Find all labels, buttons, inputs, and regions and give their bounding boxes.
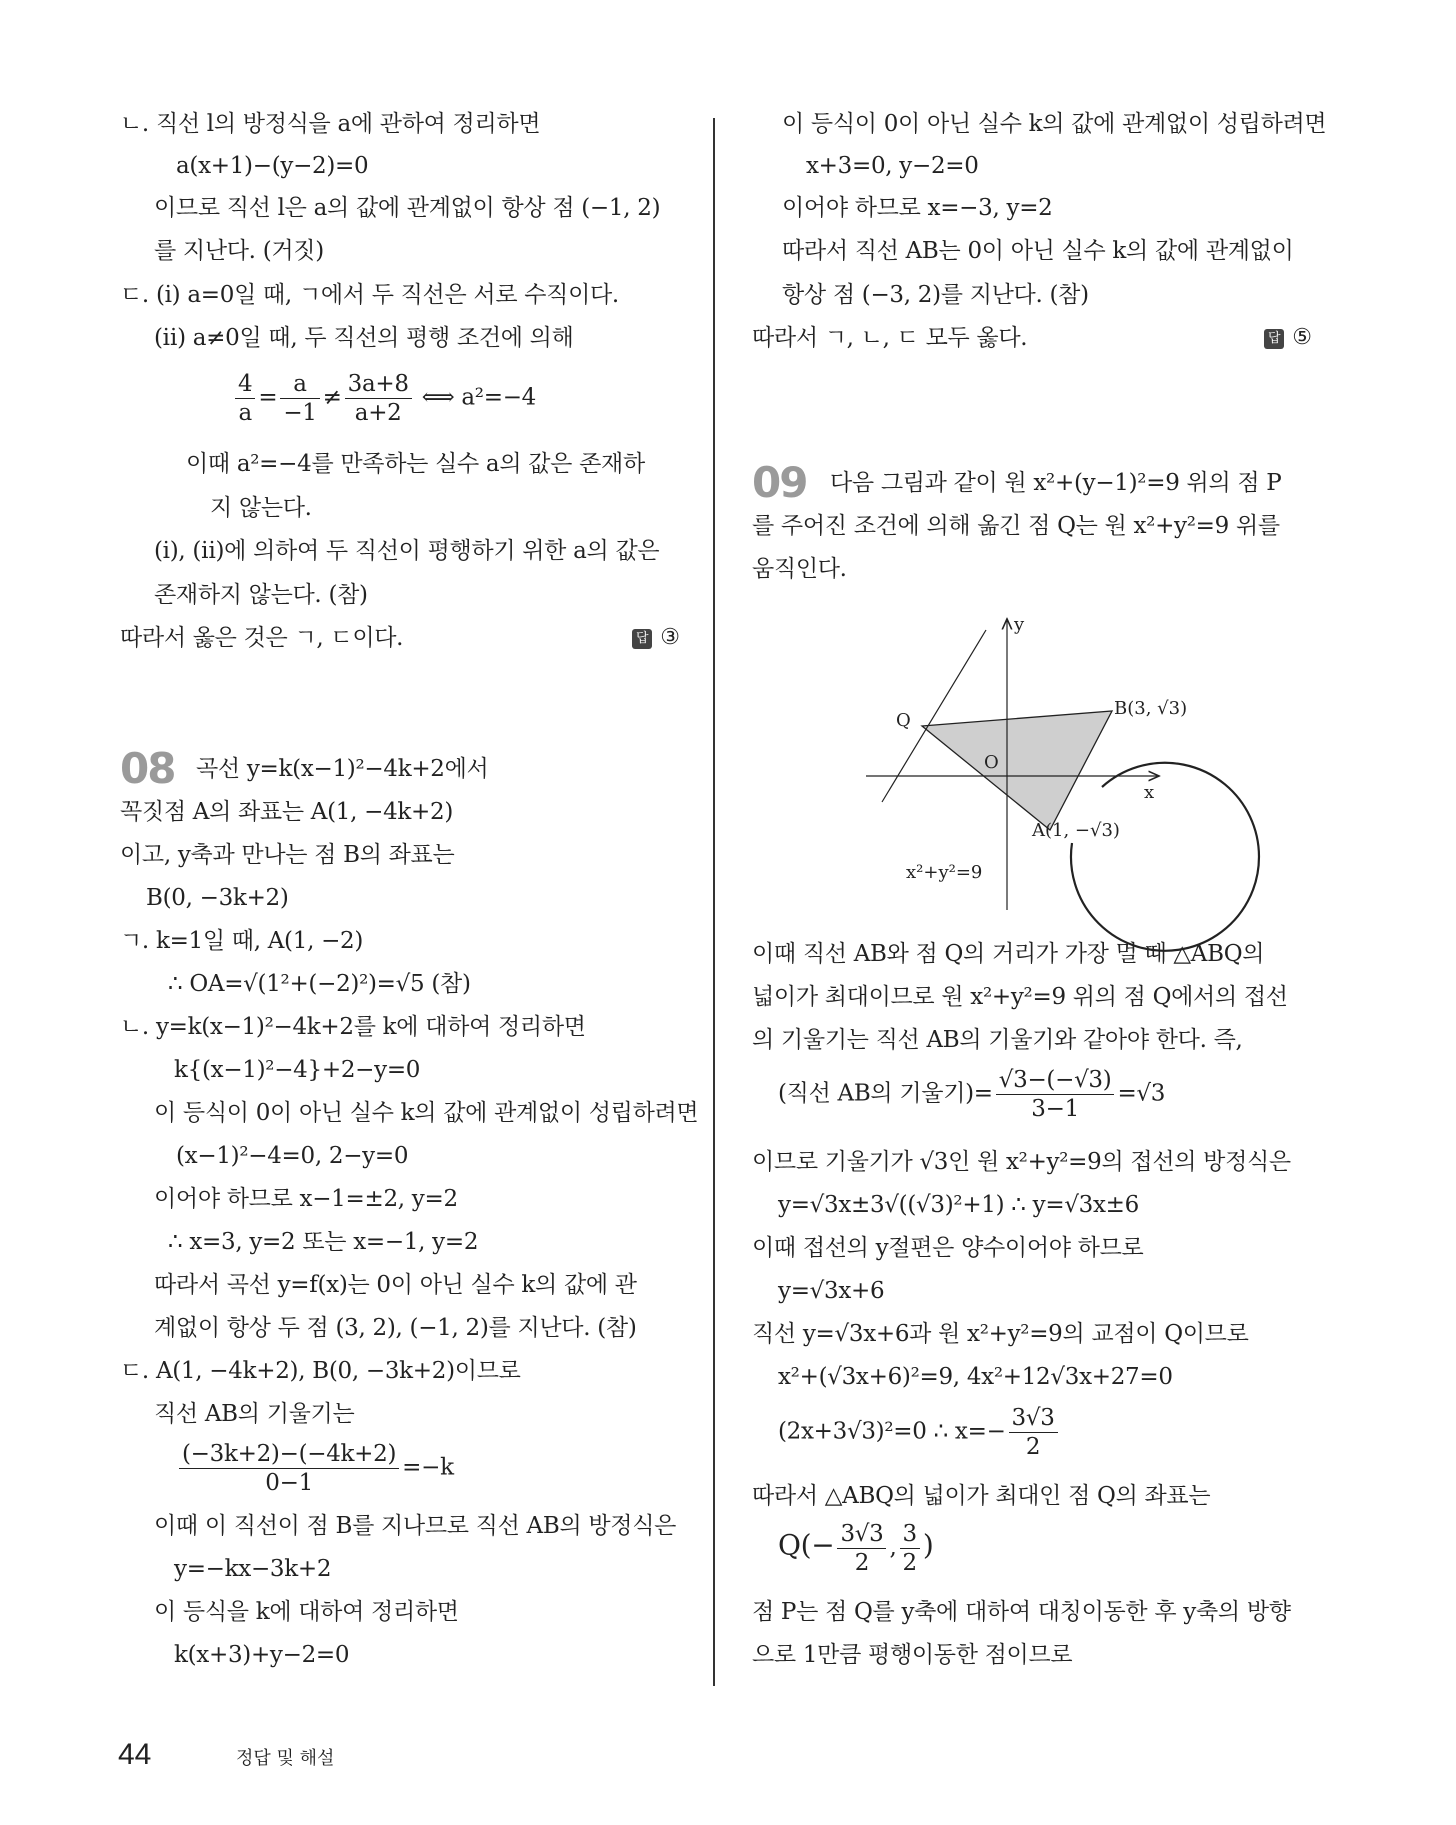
text-line: 움직인다. [752, 556, 847, 582]
equation-line: x+3=0, y−2=0 [806, 153, 979, 179]
fraction: $\frac{3√3}{2}$ [1009, 1404, 1058, 1461]
text-line: ㄴ. 직선 l의 방정식을 a에 관하여 정리하면 [120, 111, 541, 137]
fraction: $\frac{3a+8}{a+2}$ [345, 370, 412, 427]
text-line: ㄷ. A(1, −4k+2), B(0, −3k+2)이므로 [120, 1358, 521, 1384]
fraction: $\frac{4}{a}$ [235, 370, 255, 427]
point-a-label: A(1, −√3) [1032, 820, 1120, 841]
q-coordinate-equation: Q(− $\frac{3√3}{2}$ , $\frac{3}{2}$ ) [778, 1521, 934, 1576]
point-b-label: B(3, √3) [1114, 698, 1188, 719]
text-line: 지 않는다. [210, 495, 312, 521]
text-line: ㄷ. (ⅰ) a=0일 때, ㄱ에서 두 직선은 서로 수직이다. [120, 282, 619, 308]
answer-indicator [1264, 322, 1312, 354]
equation-line: ∴ OA=√(1²+(−2)²)=√5 (참) [168, 971, 471, 997]
equation-line: k{(x−1)²−4}+2−y=0 [174, 1057, 421, 1083]
text-line: 이 등식을 k에 대하여 정리하면 [154, 1599, 459, 1625]
text-line: 점 P는 점 Q를 y축에 대하여 대칭이동한 후 y축의 방향 [752, 1599, 1291, 1625]
equation-line: ∴ x=3, y=2 또는 x=−1, y=2 [168, 1229, 479, 1255]
footer-title: 정답 및 해설 [236, 1748, 335, 1769]
equation-line: a(x+1)−(y−2)=0 [176, 153, 369, 179]
slope-equation: $\frac{(-3k+2)-(-4k+2)}{0-1}$ =−k [176, 1440, 454, 1497]
equation-line: x²+(√3x+6)²=9, 4x²+12√3x+27=0 [778, 1364, 1173, 1390]
text-line: 항상 점 (−3, 2)를 지난다. (참) [782, 282, 1089, 308]
parallel-condition-equation: $\frac{4}{a}$ = $\frac{a}{-1}$ ≠ $\frac{3a+8}{a+2}$ ⟺ a²=−4 [232, 370, 536, 427]
text-line: 를 주어진 조건에 의해 옮긴 점 Q는 원 x²+y²=9 위를 [752, 513, 1280, 539]
text-line: 곡선 y=k(x−1)²−4k+2에서 [196, 756, 489, 782]
text-line: 의 기울기는 직선 AB의 기울기와 같아야 한다. 즉, [752, 1027, 1243, 1053]
text-line: 이어야 하므로 x−1=±2, y=2 [154, 1186, 458, 1212]
text-line: 이때 이 직선이 점 B를 지나므로 직선 AB의 방정식은 [154, 1513, 677, 1539]
text-line: 이고, y축과 만나는 점 B의 좌표는 [120, 842, 455, 868]
text-line: 이어야 하므로 x=−3, y=2 [782, 195, 1053, 221]
column-divider [713, 118, 715, 1686]
circle [1071, 763, 1259, 951]
text-line: 이때 a²=−4를 만족하는 실수 a의 값은 존재하 [186, 451, 645, 477]
circle-label: x²+y²=9 [906, 862, 983, 883]
equation-line: y=−kx−3k+2 [174, 1556, 332, 1582]
text-line: 존재하지 않는다. (참) [154, 582, 368, 608]
point-q-label: Q [896, 710, 911, 731]
equation-line: B(0, −3k+2) [146, 885, 289, 911]
answer-mark-icon: 답 [632, 629, 652, 649]
fraction: $\frac{√3-(-√3)}{3-1}$ [996, 1066, 1115, 1123]
fraction: $\frac{3√3}{2}$ [837, 1520, 886, 1577]
text-line: 따라서 곡선 y=f(x)는 0이 아닌 실수 k의 값에 관 [154, 1272, 637, 1298]
y-axis-label: y [1014, 614, 1025, 635]
answer-mark-icon: 답 [1264, 329, 1284, 349]
text-line: (ⅰ), (ⅱ)에 의하여 두 직선이 평행하기 위한 a의 값은 [154, 538, 660, 564]
text-line: 이때 접선의 y절편은 양수이어야 하므로 [752, 1235, 1144, 1261]
text-line: 따라서 △ABQ의 넓이가 최대인 점 Q의 좌표는 [752, 1483, 1211, 1509]
fraction: $\frac{a}{-1}$ [280, 370, 319, 427]
text-line: 넓이가 최대이므로 원 x²+y²=9 위의 점 Q에서의 접선 [752, 984, 1288, 1010]
problem-number: 09 [752, 458, 807, 507]
text-line: 를 지난다. (거짓) [154, 238, 324, 264]
x-axis-label: x [1144, 782, 1155, 803]
problem-number: 08 [120, 744, 175, 793]
text-line: 따라서 직선 AB는 0이 아닌 실수 k의 값에 관계없이 [782, 238, 1294, 264]
text-line: 다음 그림과 같이 원 x²+(y−1)²=9 위의 점 P [830, 470, 1282, 496]
equation-line: (x−1)²−4=0, 2−y=0 [176, 1143, 409, 1169]
answer-value: ⑤ [1292, 325, 1312, 350]
triangle-abq [922, 711, 1112, 830]
text-line: 이므로 기울기가 √3인 원 x²+y²=9의 접선의 방정식은 [752, 1149, 1291, 1175]
x-solution-equation: (2x+3√3)²=0 ∴ x=− $\frac{3√3}{2}$ [778, 1404, 1061, 1461]
origin-label: O [984, 752, 999, 773]
equation-line: k(x+3)+y−2=0 [174, 1642, 350, 1668]
fraction: $\frac{3}{2}$ [900, 1520, 920, 1577]
text-line: 직선 y=√3x+6과 원 x²+y²=9의 교점이 Q이므로 [752, 1321, 1249, 1347]
text-line: 꼭짓점 A의 좌표는 A(1, −4k+2) [120, 799, 454, 825]
answer-indicator [632, 622, 680, 654]
text-line: 따라서 옳은 것은 ㄱ, ㄷ이다. [120, 625, 404, 651]
page-number: 44 [118, 1738, 152, 1771]
text-line: ㄴ. y=k(x−1)²−4k+2를 k에 대하여 정리하면 [120, 1014, 586, 1040]
text-line: 직선 AB의 기울기는 [154, 1401, 355, 1427]
text-line: 이 등식이 0이 아닌 실수 k의 값에 관계없이 성립하려면 [782, 111, 1327, 137]
fraction: $\frac{(-3k+2)-(-4k+2)}{0-1}$ [179, 1440, 399, 1497]
answer-value: ③ [660, 625, 680, 650]
text-line: ㄱ. k=1일 때, A(1, −2) [120, 928, 364, 954]
text-line: 따라서 ㄱ, ㄴ, ㄷ 모두 옳다. [752, 325, 1028, 351]
text-line: 이때 직선 AB와 점 Q의 거리가 가장 멀 때 △ABQ의 [752, 941, 1265, 967]
slope-equation: (직선 AB의 기울기)= $\frac{√3-(-√3)}{3-1}$ =√3 [778, 1067, 1166, 1122]
circle-triangle-diagram [866, 610, 1188, 910]
text-line: 이 등식이 0이 아닌 실수 k의 값에 관계없이 성립하려면 [154, 1100, 699, 1126]
text-line: 으로 1만큼 평행이동한 점이므로 [752, 1642, 1073, 1668]
text-line: 이므로 직선 l은 a의 값에 관계없이 항상 점 (−1, 2) [154, 195, 661, 221]
text-line: (ⅱ) a≠0일 때, 두 직선의 평행 조건에 의해 [154, 325, 574, 351]
text-line: 계없이 항상 두 점 (3, 2), (−1, 2)를 지난다. (참) [154, 1315, 637, 1341]
equation-line: y=√3x+6 [778, 1278, 885, 1304]
equation-line: y=√3x±3√((√3)²+1) ∴ y=√3x±6 [778, 1192, 1139, 1218]
